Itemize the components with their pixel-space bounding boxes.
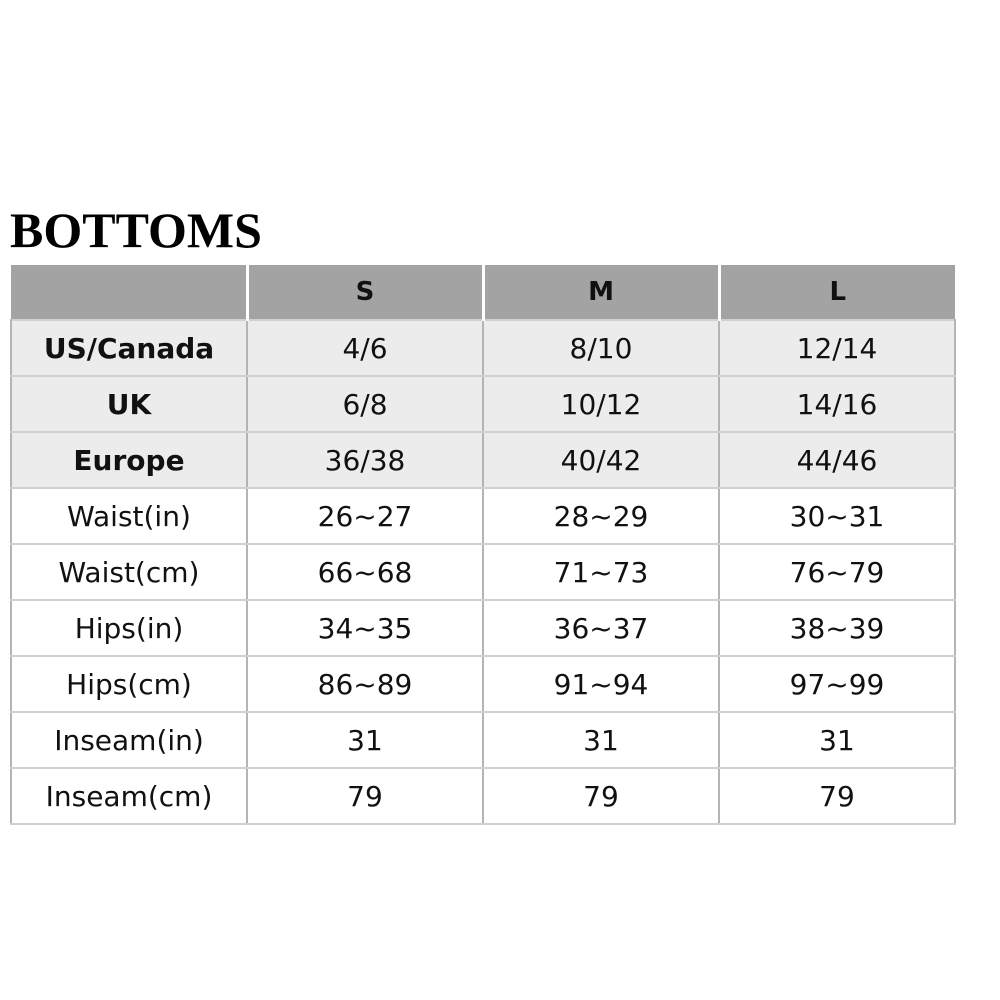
- row-label: Inseam(cm): [11, 768, 247, 824]
- header-cell-size-s: S: [247, 265, 483, 320]
- row-label: Waist(cm): [11, 544, 247, 600]
- table-cell: 31: [719, 712, 955, 768]
- table-cell: 14/16: [719, 376, 955, 432]
- row-label: Hips(in): [11, 600, 247, 656]
- table-cell: 10/12: [483, 376, 719, 432]
- table-cell: 38~39: [719, 600, 955, 656]
- table-cell: 26~27: [247, 488, 483, 544]
- table-row: [11, 656, 955, 712]
- table-row: [11, 768, 955, 824]
- row-label: Europe: [11, 432, 247, 488]
- table-cell: 91~94: [483, 656, 719, 712]
- table-header-row: [11, 265, 955, 320]
- table-row: [11, 320, 955, 376]
- table-cell: 79: [247, 768, 483, 824]
- table-cell: 44/46: [719, 432, 955, 488]
- header-cell-size-l: L: [719, 265, 955, 320]
- table-cell: 71~73: [483, 544, 719, 600]
- page-title: BOTTOMS: [10, 202, 262, 258]
- table-row: [11, 544, 955, 600]
- table-cell: 8/10: [483, 320, 719, 376]
- table-cell: 30~31: [719, 488, 955, 544]
- row-label: Inseam(in): [11, 712, 247, 768]
- table-cell: 4/6: [247, 320, 483, 376]
- row-label: Waist(in): [11, 488, 247, 544]
- table-row: [11, 712, 955, 768]
- table-row: [11, 376, 955, 432]
- header-cell-size-m: M: [483, 265, 719, 320]
- table-cell: 66~68: [247, 544, 483, 600]
- row-label: Hips(cm): [11, 656, 247, 712]
- table-cell: 40/42: [483, 432, 719, 488]
- table-row: [11, 600, 955, 656]
- table-row: [11, 432, 955, 488]
- row-label: UK: [11, 376, 247, 432]
- table-cell: 86~89: [247, 656, 483, 712]
- table-cell: 12/14: [719, 320, 955, 376]
- table-cell: 34~35: [247, 600, 483, 656]
- row-label: US/Canada: [11, 320, 247, 376]
- table-cell: 31: [247, 712, 483, 768]
- table-cell: 6/8: [247, 376, 483, 432]
- table-cell: 76~79: [719, 544, 955, 600]
- header-cell-empty: [11, 265, 247, 320]
- table-cell: 28~29: [483, 488, 719, 544]
- table-cell: 79: [483, 768, 719, 824]
- table-cell: 97~99: [719, 656, 955, 712]
- size-chart-table: [10, 265, 956, 825]
- table-cell: 36~37: [483, 600, 719, 656]
- table-row: [11, 488, 955, 544]
- table-cell: 31: [483, 712, 719, 768]
- table-cell: 79: [719, 768, 955, 824]
- table-cell: 36/38: [247, 432, 483, 488]
